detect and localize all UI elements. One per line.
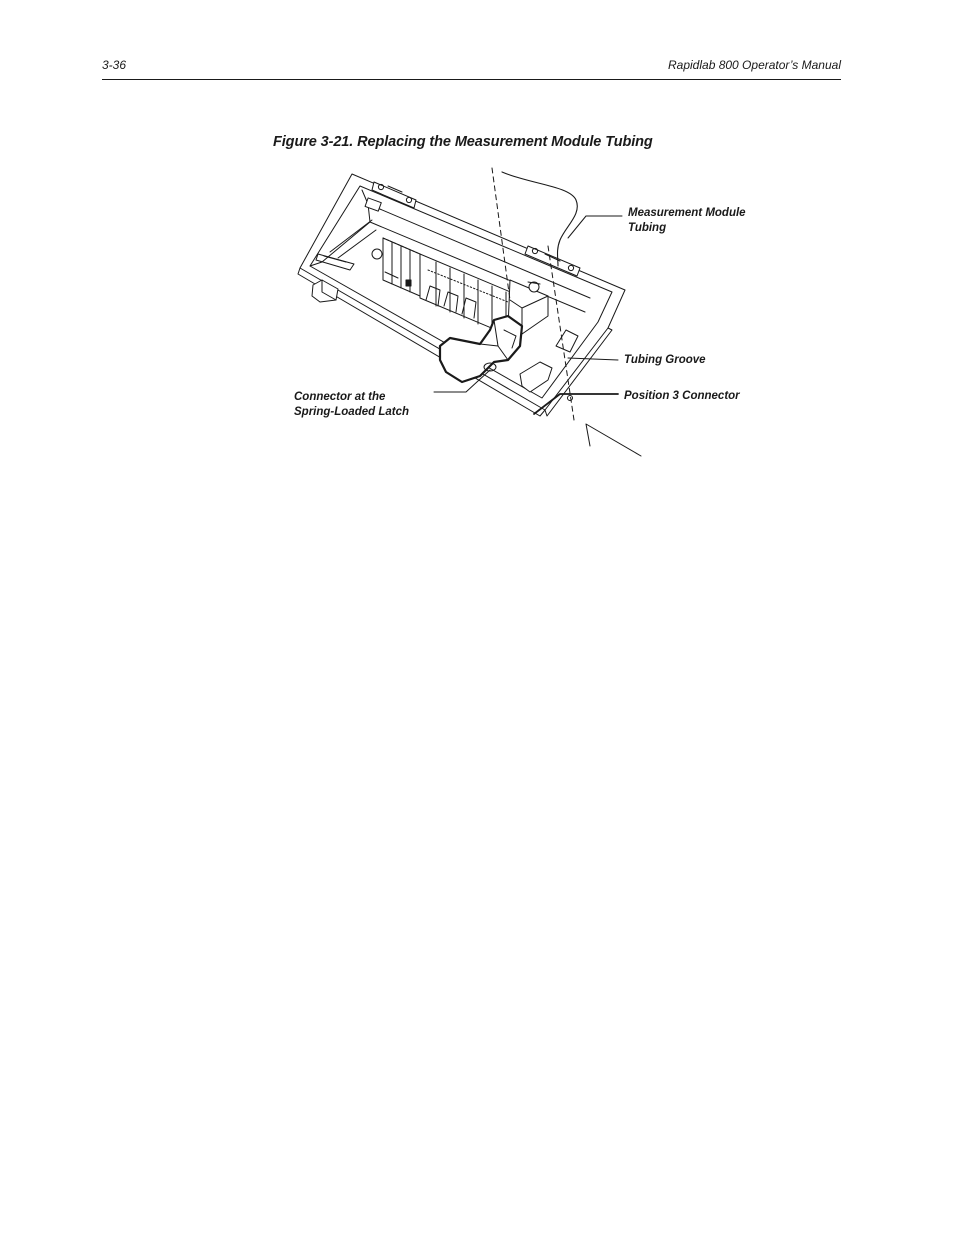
page-number: 3-36 — [102, 58, 127, 72]
callout-spring-loaded-latch — [294, 390, 409, 420]
figure-caption: Figure 3-21. Replacing the Measurement Module Tubing — [273, 134, 653, 150]
callout-measurement-module-tubing — [628, 206, 746, 236]
position-3-connector — [568, 396, 573, 401]
callout-position-3-connector — [624, 389, 740, 404]
manual-title: Rapidlab 800 Operator’s Manual — [668, 58, 841, 72]
callout-tubing-groove — [624, 353, 706, 368]
callout-tubing-line2: Tubing — [628, 222, 667, 234]
callout-position-text: Position 3 Connector — [624, 390, 740, 402]
callout-latch-line1: Connector at the — [294, 391, 386, 403]
callout-latch-line2: Spring-Loaded Latch — [294, 406, 409, 418]
callout-tubing-line1: Measurement Module — [628, 207, 746, 219]
lower-wedge — [586, 424, 641, 456]
callout-groove-text: Tubing Groove — [624, 354, 706, 366]
